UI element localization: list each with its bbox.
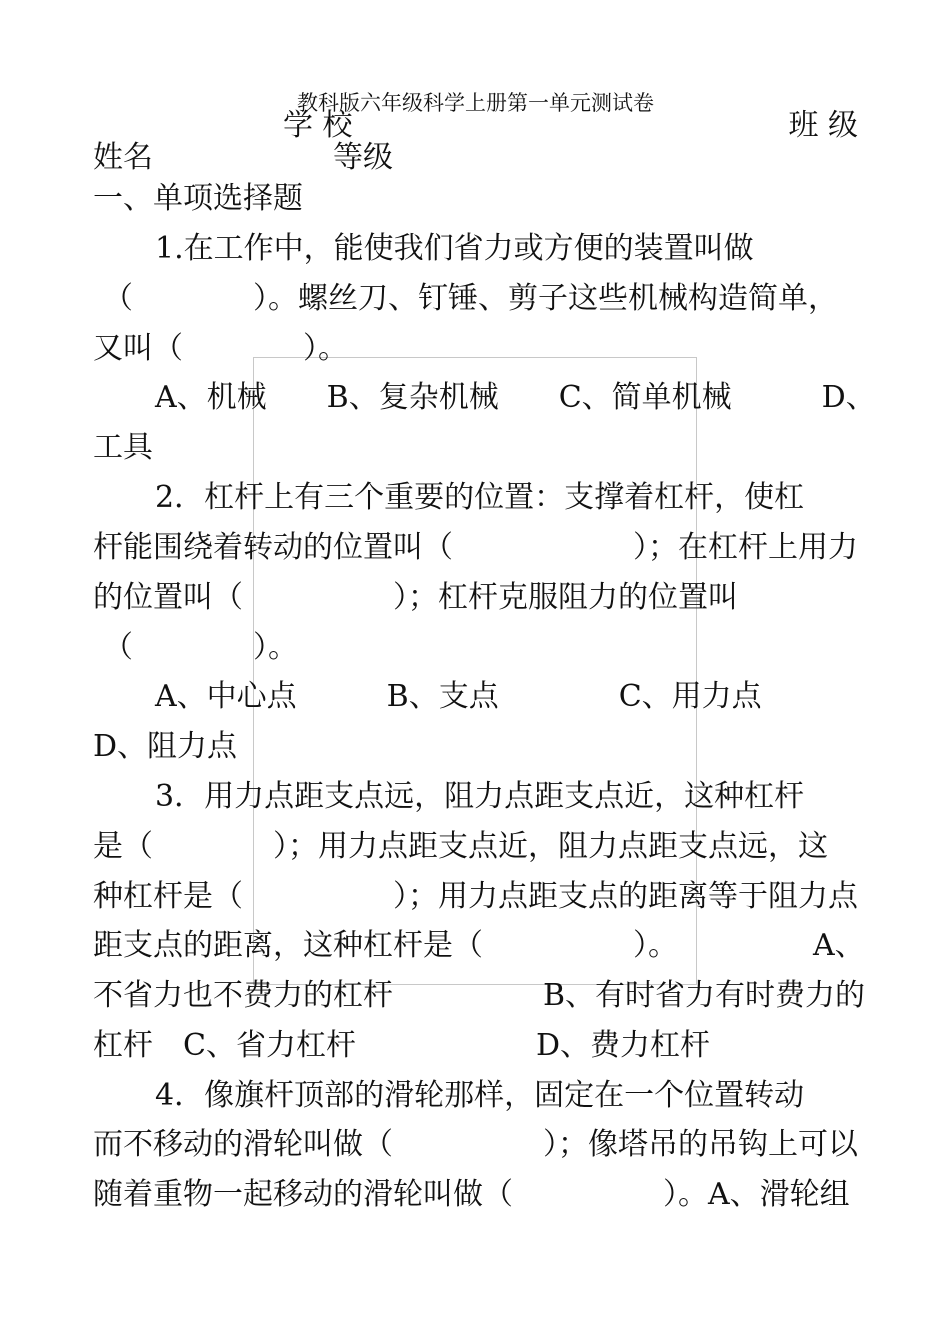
question-2-options: A、中心点 B、支点 C、用力点 bbox=[155, 679, 762, 714]
question-1-line-3: 又叫（ ）。 bbox=[93, 331, 348, 366]
question-3-line-4: 距支点的距离，这种杠杆是（ ）。 A、 bbox=[93, 928, 865, 963]
question-2-line-1: 2．杠杆上有三个重要的位置：支撑着杠杆，使杠 bbox=[155, 480, 805, 515]
name-label: 姓名 bbox=[93, 140, 153, 175]
question-3-options-cont: 杠杆 C、省力杠杆 D、费力杠杆 bbox=[93, 1028, 711, 1063]
question-3-line-2: 是（ ）；用力点距支点近，阻力点距支点远，这 bbox=[93, 829, 828, 864]
question-1-options-cont: 工具 bbox=[93, 430, 153, 465]
question-2-line-2: 杆能围绕着转动的位置叫（ ）；在杠杆上用力 bbox=[93, 530, 858, 565]
question-2-line-4: （ ）。 bbox=[103, 630, 298, 665]
school-label: 学 校 bbox=[283, 108, 353, 143]
question-1-options: A、机械 B、复杂机械 C、简单机械 D、 bbox=[155, 380, 876, 415]
class-label: 班 级 bbox=[788, 108, 858, 143]
grade-label: 等级 bbox=[333, 140, 393, 175]
question-3-line-1: 3．用力点距支点远，阻力点距支点近，这种杠杆 bbox=[155, 779, 805, 814]
question-1-line-1: 1.在工作中，能使我们省力或方便的装置叫做 bbox=[155, 231, 754, 266]
question-4-line-3: 随着重物一起移动的滑轮叫做（ ）。A、滑轮组 bbox=[93, 1177, 850, 1212]
question-3-options: 不省力也不费力的杠杆 B、有时省力有时费力的 bbox=[93, 978, 866, 1013]
question-2-options-cont: D、阻力点 bbox=[93, 729, 238, 764]
question-2-line-3: 的位置叫（ ）；杠杆克服阻力的位置叫 bbox=[93, 580, 738, 615]
question-3-line-3: 种杠杆是（ ）；用力点距支点的距离等于阻力点 bbox=[93, 879, 858, 914]
question-4-line-2: 而不移动的滑轮叫做（ ）；像塔吊的吊钩上可以 bbox=[93, 1127, 858, 1162]
document-title: 教科版六年级科学上册第一单元测试卷 bbox=[297, 91, 654, 115]
question-1-line-2: （ ）。螺丝刀、钉锤、剪子这些机械构造简单， bbox=[103, 281, 838, 316]
question-4-line-1: 4．像旗杆顶部的滑轮那样，固定在一个位置转动 bbox=[155, 1078, 805, 1113]
section-heading: 一、单项选择题 bbox=[93, 181, 303, 216]
